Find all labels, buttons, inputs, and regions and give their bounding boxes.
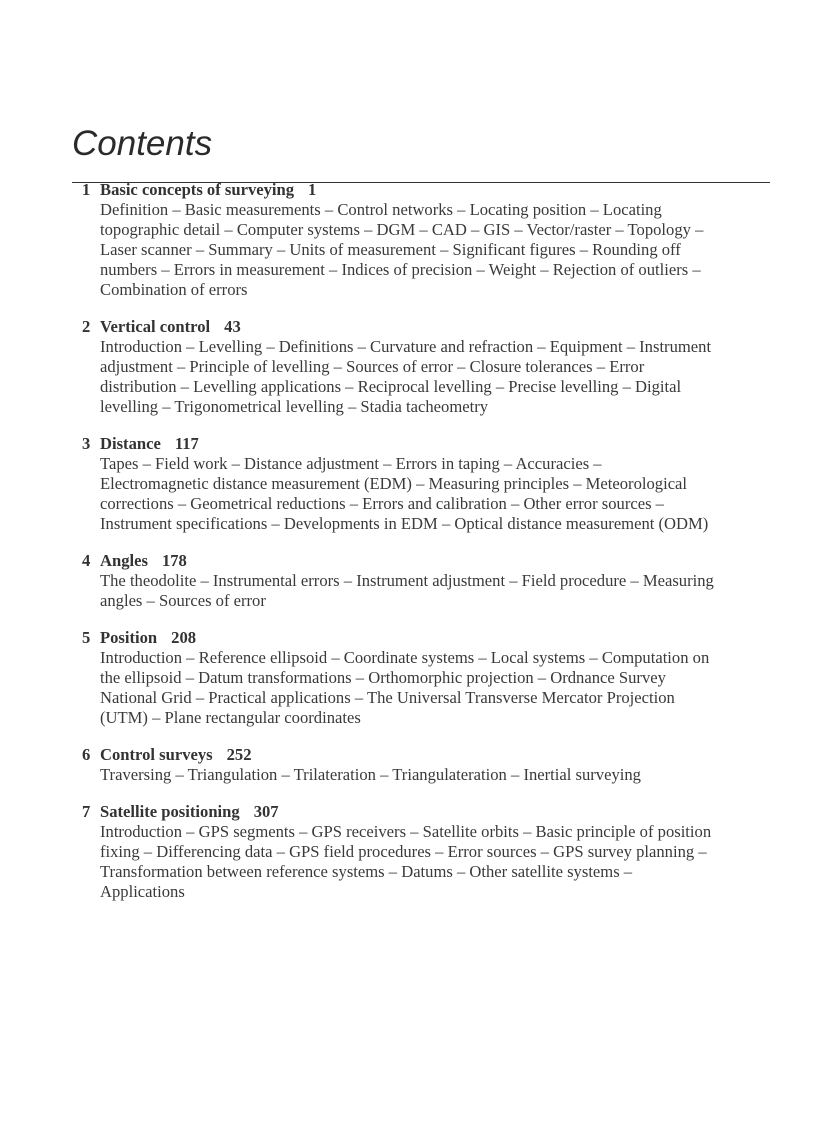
chapter-topics <box>100 822 772 902</box>
chapter-heading <box>100 551 772 571</box>
chapter-number: 3 <box>82 434 91 453</box>
chapter-page-number: 117 <box>174 434 199 453</box>
chapter-title: Angles <box>100 551 148 570</box>
chapter-page-number: 252 <box>226 745 252 764</box>
topic-line: adjustment – Principle of levelling – Sources of error – Closure tolerances – Error <box>100 357 645 376</box>
chapter-number: 2 <box>82 317 91 336</box>
topic-line: Combination of errors <box>100 280 248 299</box>
topic-line: levelling – Trigonometrical levelling – Stadia tacheometry <box>100 397 489 416</box>
chapter-number: 7 <box>82 802 91 821</box>
chapter-topics <box>100 571 772 611</box>
chapter-heading <box>100 745 772 765</box>
chapter-number: 5 <box>82 628 91 647</box>
topic-line: Introduction – GPS segments – GPS receivers – Satellite orbits – Basic principle of position <box>100 822 712 841</box>
chapter-title: Position <box>100 628 158 647</box>
toc-entry <box>72 551 772 611</box>
topic-line: Introduction – Levelling – Definitions – Curvature and refraction – Equipment – Instrument <box>100 337 712 356</box>
chapter-topics <box>100 200 772 300</box>
chapter-page-number: 178 <box>161 551 187 570</box>
topic-line: National Grid – Practical applications – The Universal Transverse Mercator Projection <box>100 688 675 707</box>
chapter-title: Satellite positioning <box>100 802 240 821</box>
chapter-heading <box>100 434 772 454</box>
topic-line: Electromagnetic distance measurement (EDM) – Measuring principles – Meteorological <box>100 474 688 493</box>
topic-line: corrections – Geometrical reductions – Errors and calibration – Other error sources – <box>100 494 664 513</box>
chapter-page-number: 208 <box>171 628 197 647</box>
topic-line: numbers – Errors in measurement – Indices of precision – Weight – Rejection of outliers – <box>100 260 701 279</box>
toc-entry <box>72 317 772 417</box>
toc-entry <box>72 802 772 902</box>
topic-line: topographic detail – Computer systems – DGM – CAD – GIS – Vector/raster – Topology – <box>100 220 704 239</box>
chapter-number: 6 <box>82 745 91 764</box>
chapter-number: 4 <box>82 551 91 570</box>
topic-line: Applications <box>100 882 185 901</box>
chapter-page-number: 43 <box>224 317 241 336</box>
chapter-heading <box>100 628 772 648</box>
toc-entry <box>72 745 772 785</box>
topic-line: Instrument specifications – Developments in EDM – Optical distance measurement (ODM) <box>100 514 709 533</box>
chapter-page-number: 1 <box>308 180 317 199</box>
chapter-title: Distance <box>100 434 161 453</box>
toc-entry <box>72 180 772 300</box>
topic-line: Tapes – Field work – Distance adjustment – Errors in taping – Accuracies – <box>100 454 602 473</box>
table-of-contents <box>72 180 772 902</box>
toc-entry <box>72 628 772 728</box>
topic-line: Traversing – Triangulation – Trilateration – Triangulateration – Inertial surveying <box>100 765 641 784</box>
chapter-heading <box>100 317 772 337</box>
chapter-topics <box>100 337 772 417</box>
chapter-topics <box>100 454 772 534</box>
chapter-topics <box>100 648 772 728</box>
chapter-heading <box>100 802 772 822</box>
topic-line: Transformation between reference systems – Datums – Other satellite systems – <box>100 862 633 881</box>
topic-line: Laser scanner – Summary – Units of measurement – Significant figures – Rounding off <box>100 240 681 259</box>
page-title: Contents <box>72 124 213 163</box>
chapter-title: Vertical control <box>100 317 211 336</box>
topic-line: angles – Sources of error <box>100 591 266 610</box>
topic-line: distribution – Levelling applications – Reciprocal levelling – Precise levelling – Digital <box>100 377 682 396</box>
topic-line: fixing – Differencing data – GPS field procedures – Error sources – GPS survey planning – <box>100 842 707 861</box>
topic-line: the ellipsoid – Datum transformations – Orthomorphic projection – Ordnance Survey <box>100 668 666 687</box>
topic-line: The theodolite – Instrumental errors – Instrument adjustment – Field procedure – Measuring <box>100 571 714 590</box>
chapter-title: Basic concepts of surveying <box>100 180 295 199</box>
chapter-number: 1 <box>82 180 91 199</box>
toc-entry <box>72 434 772 534</box>
topic-line: Introduction – Reference ellipsoid – Coordinate systems – Local systems – Computation on <box>100 648 710 667</box>
chapter-page-number: 307 <box>253 802 279 821</box>
topic-line: (UTM) – Plane rectangular coordinates <box>100 708 361 727</box>
chapter-topics <box>100 765 772 785</box>
chapter-title: Control surveys <box>100 745 213 764</box>
topic-line: Definition – Basic measurements – Control networks – Locating position – Locating <box>100 200 662 219</box>
chapter-heading <box>100 180 772 200</box>
